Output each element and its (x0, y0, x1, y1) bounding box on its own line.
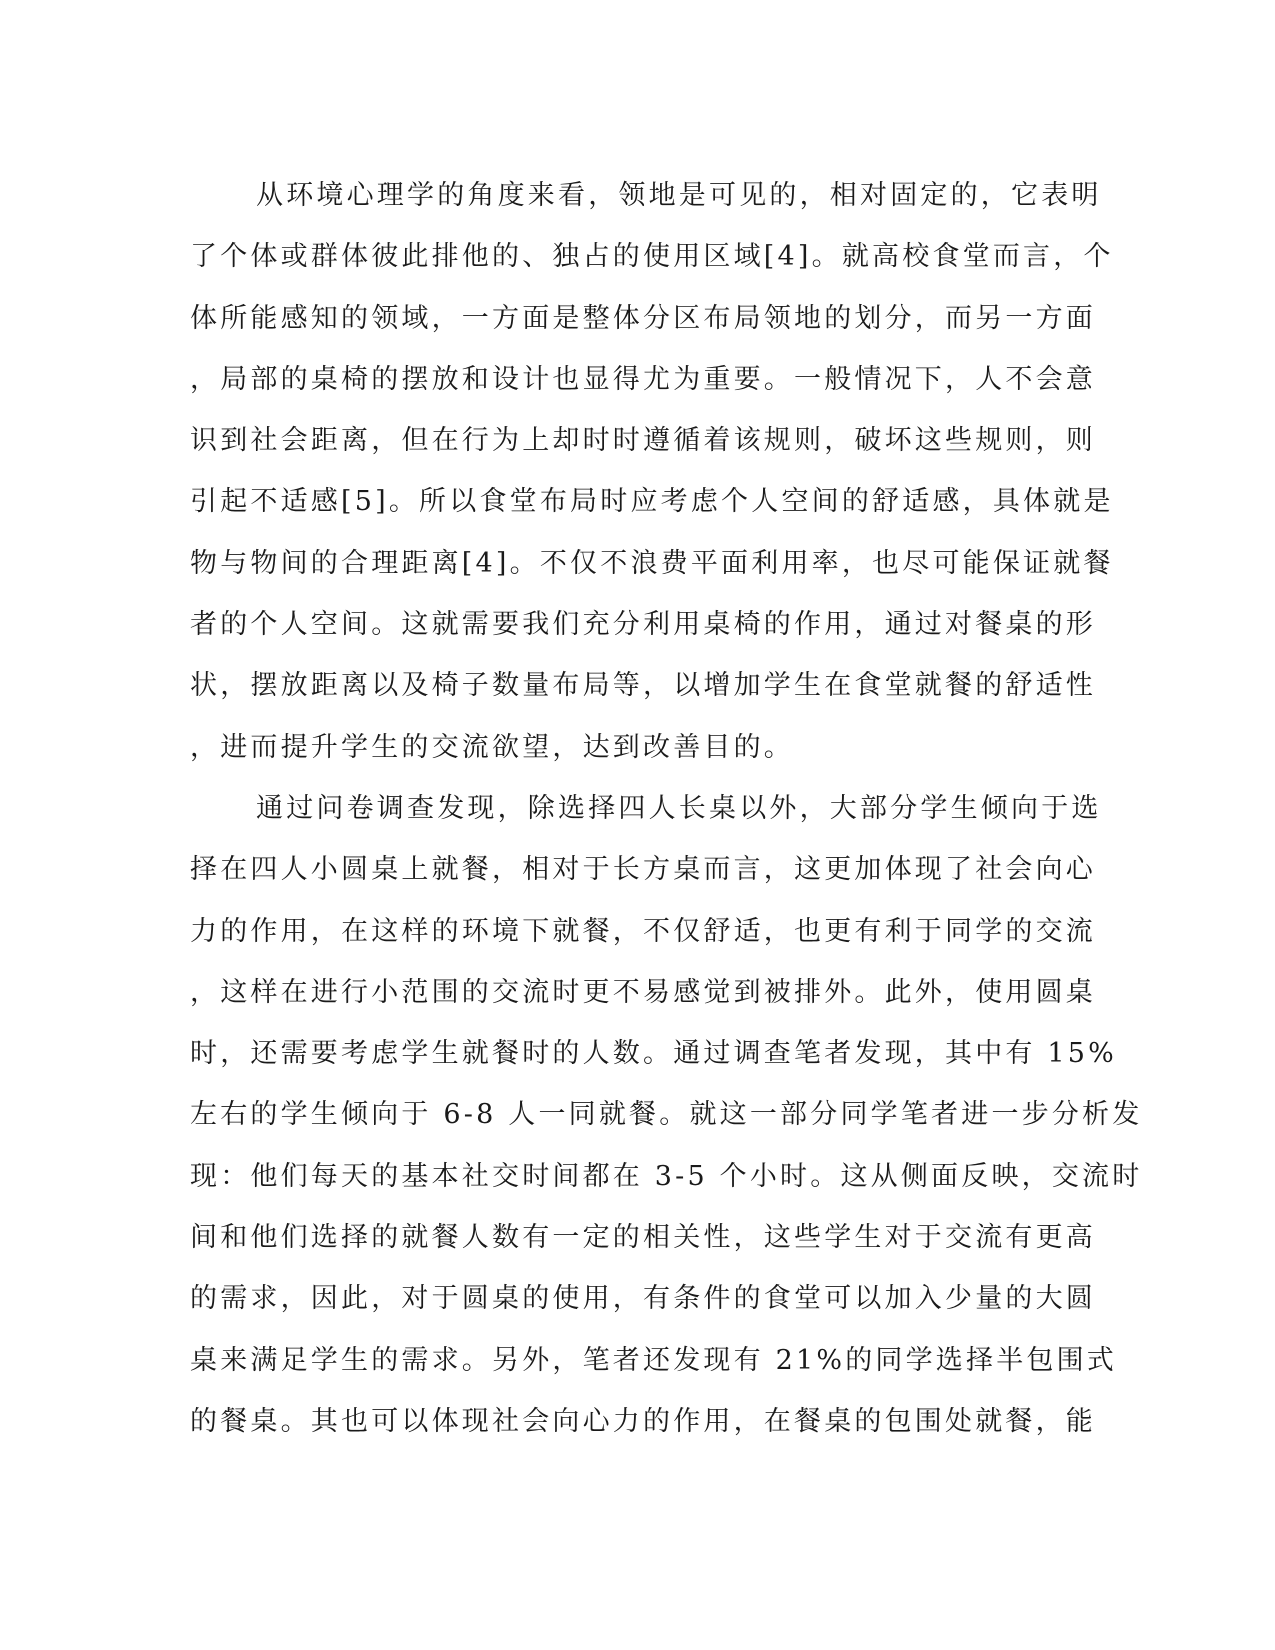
text-line: 通过问卷调查发现，除选择四人长桌以外，大部分学生倾向于选 (256, 792, 1102, 824)
text-line: 择在四人小圆桌上就餐，相对于长方桌而言，这更加体现了社会向心 (190, 854, 1096, 886)
body-text (190, 165, 1143, 1452)
paragraph-1 (190, 165, 1114, 778)
text-line: 引起不适感[5]。所以食堂布局时应考虑个人空间的舒适感，具体就是 (190, 486, 1114, 518)
text-line: 者的个人空间。这就需要我们充分利用桌椅的作用，通过对餐桌的形 (190, 609, 1096, 641)
text-line: 状，摆放距离以及椅子数量布局等，以增加学生在食堂就餐的舒适性 (190, 670, 1096, 702)
text-line: 桌来满足学生的需求。另外，笔者还发现有 21%的同学选择半包围式 (190, 1344, 1117, 1376)
text-line: 间和他们选择的就餐人数有一定的相关性，这些学生对于交流有更高 (190, 1222, 1096, 1254)
text-line: ，这样在进行小范围的交流时更不易感觉到被排外。此外，使用圆桌 (190, 976, 1096, 1008)
text-line: 体所能感知的领域，一方面是整体分区布局领地的划分，而另一方面 (190, 302, 1096, 334)
text-line: 了个体或群体彼此排他的、独占的使用区域[4]。就高校食堂而言，个 (190, 241, 1114, 273)
paragraph-2 (190, 778, 1143, 1452)
text-line: 从环境心理学的角度来看，领地是可见的，相对固定的，它表明 (256, 180, 1102, 211)
text-line: 的餐桌。其也可以体现社会向心力的作用，在餐桌的包围处就餐，能 (190, 1405, 1096, 1437)
text-line: 识到社会距离，但在行为上却时时遵循着该规则，破坏这些规则，则 (190, 425, 1096, 457)
text-line: 现：他们每天的基本社交时间都在 3-5 个小时。这从侧面反映，交流时 (190, 1160, 1143, 1192)
text-line: 力的作用，在这样的环境下就餐，不仅舒适，也更有利于同学的交流 (190, 915, 1096, 947)
text-line: ，局部的桌椅的摆放和设计也显得尤为重要。一般情况下，人不会意 (190, 363, 1096, 395)
text-line: 物与物间的合理距离[4]。不仅不浪费平面利用率，也尽可能保证就餐 (190, 547, 1114, 579)
text-line: ，进而提升学生的交流欲望，达到改善目的。 (190, 731, 794, 763)
text-line: 左右的学生倾向于 6-8 人一同就餐。就这一部分同学笔者进一步分析发 (190, 1099, 1143, 1131)
text-line: 的需求，因此，对于圆桌的使用，有条件的食堂可以加入少量的大圆 (190, 1283, 1096, 1315)
text-line: 时，还需要考虑学生就餐时的人数。通过调查笔者发现，其中有 15% (190, 1038, 1117, 1070)
